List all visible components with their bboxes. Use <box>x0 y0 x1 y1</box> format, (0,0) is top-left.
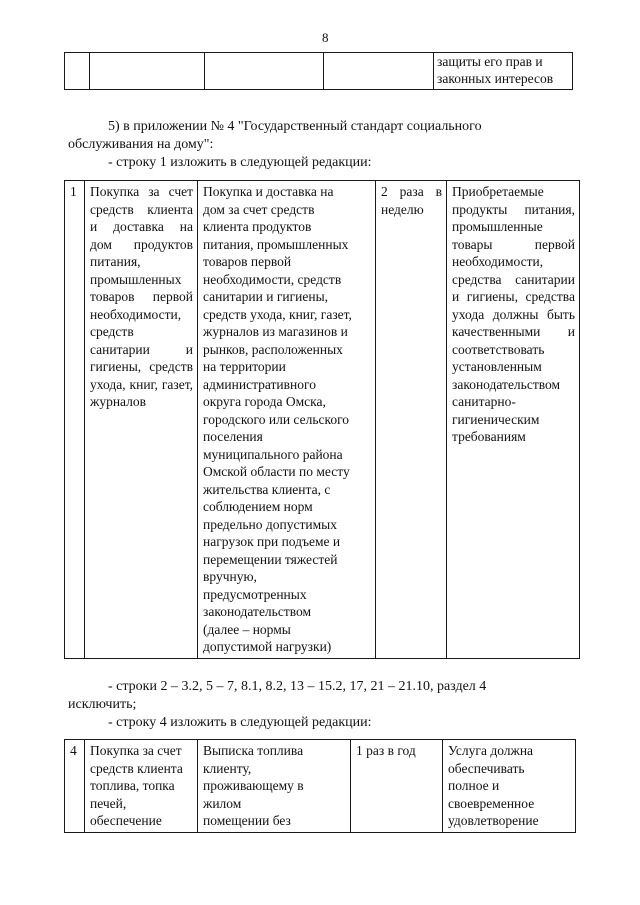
row-number: 1 <box>65 181 85 659</box>
exclude-line2: исключить; <box>68 697 137 712</box>
service-name: Покупка за счет средств клиента топлива, топка печей, обеспечение <box>85 740 198 833</box>
page-number: 8 <box>322 30 329 45</box>
service-name: Покупка за счет средств клиента и доставка на дом продуктов питания, промышленных товаров первой необходимости, средств санитарии и гигиены, средств ухода, книг, газет, журналов <box>85 181 198 659</box>
table-cell <box>205 53 324 90</box>
service-content: Выписка топлива клиенту, проживающему в жилом помещении без <box>198 740 351 833</box>
standard-table-row-1 <box>64 180 580 659</box>
previous-table-fragment <box>64 52 573 90</box>
row1-instruction: - строку 1 изложить в следующей редакции: <box>108 155 372 170</box>
exclude-line1: - строки 2 – 3.2, 5 – 7, 8.1, 8.2, 13 – 15.2, 17, 21 – 21.10, раздел 4 <box>108 679 487 694</box>
table-cell <box>65 53 90 90</box>
row4-instruction: - строку 4 изложить в следующей редакции: <box>108 715 372 730</box>
service-frequency: 1 раз в год <box>351 740 443 833</box>
service-content: Покупка и доставка на дом за счет средств клиента продуктов питания, промышленных товаров первой необходимости, средств санитарии и гигиены, средств ухода, книг, газет, журналов из магазинов и рынков, расположенных на территории административного округа города Омска, городского или сельского поселения муниципального района Омской области по месту жительства клиента, с соблюдением норм предельно допустимых нагрузок при подъеме и перемещении тяжестей вручную, предусмотренных законодательством (далее – нормы допустимой нагрузки) <box>198 181 376 659</box>
quality-requirements: Приобретаемые продукты питания, промышленные товары первой необходимости, средства санитарии и гигиены, средства ухода должны быть качественными и соответствовать установленным законодательством санитарно-гигиеническим требованиям <box>447 181 580 659</box>
row-number: 4 <box>65 740 85 833</box>
standard-table-row-4 <box>64 739 576 833</box>
quality-requirements: Услуга должна обеспечивать полное и своевременное удовлетворение <box>443 740 576 833</box>
table-cell-protection-text: защиты его прав и законных интересов <box>434 53 573 90</box>
service-frequency: 2 раза в неделю <box>376 181 447 659</box>
table-cell <box>90 53 205 90</box>
table-cell <box>324 53 434 90</box>
item5-line2: обслуживания на дому": <box>68 137 214 152</box>
item5-line1: 5) в приложении № 4 "Государственный стандарт социального <box>108 119 482 134</box>
